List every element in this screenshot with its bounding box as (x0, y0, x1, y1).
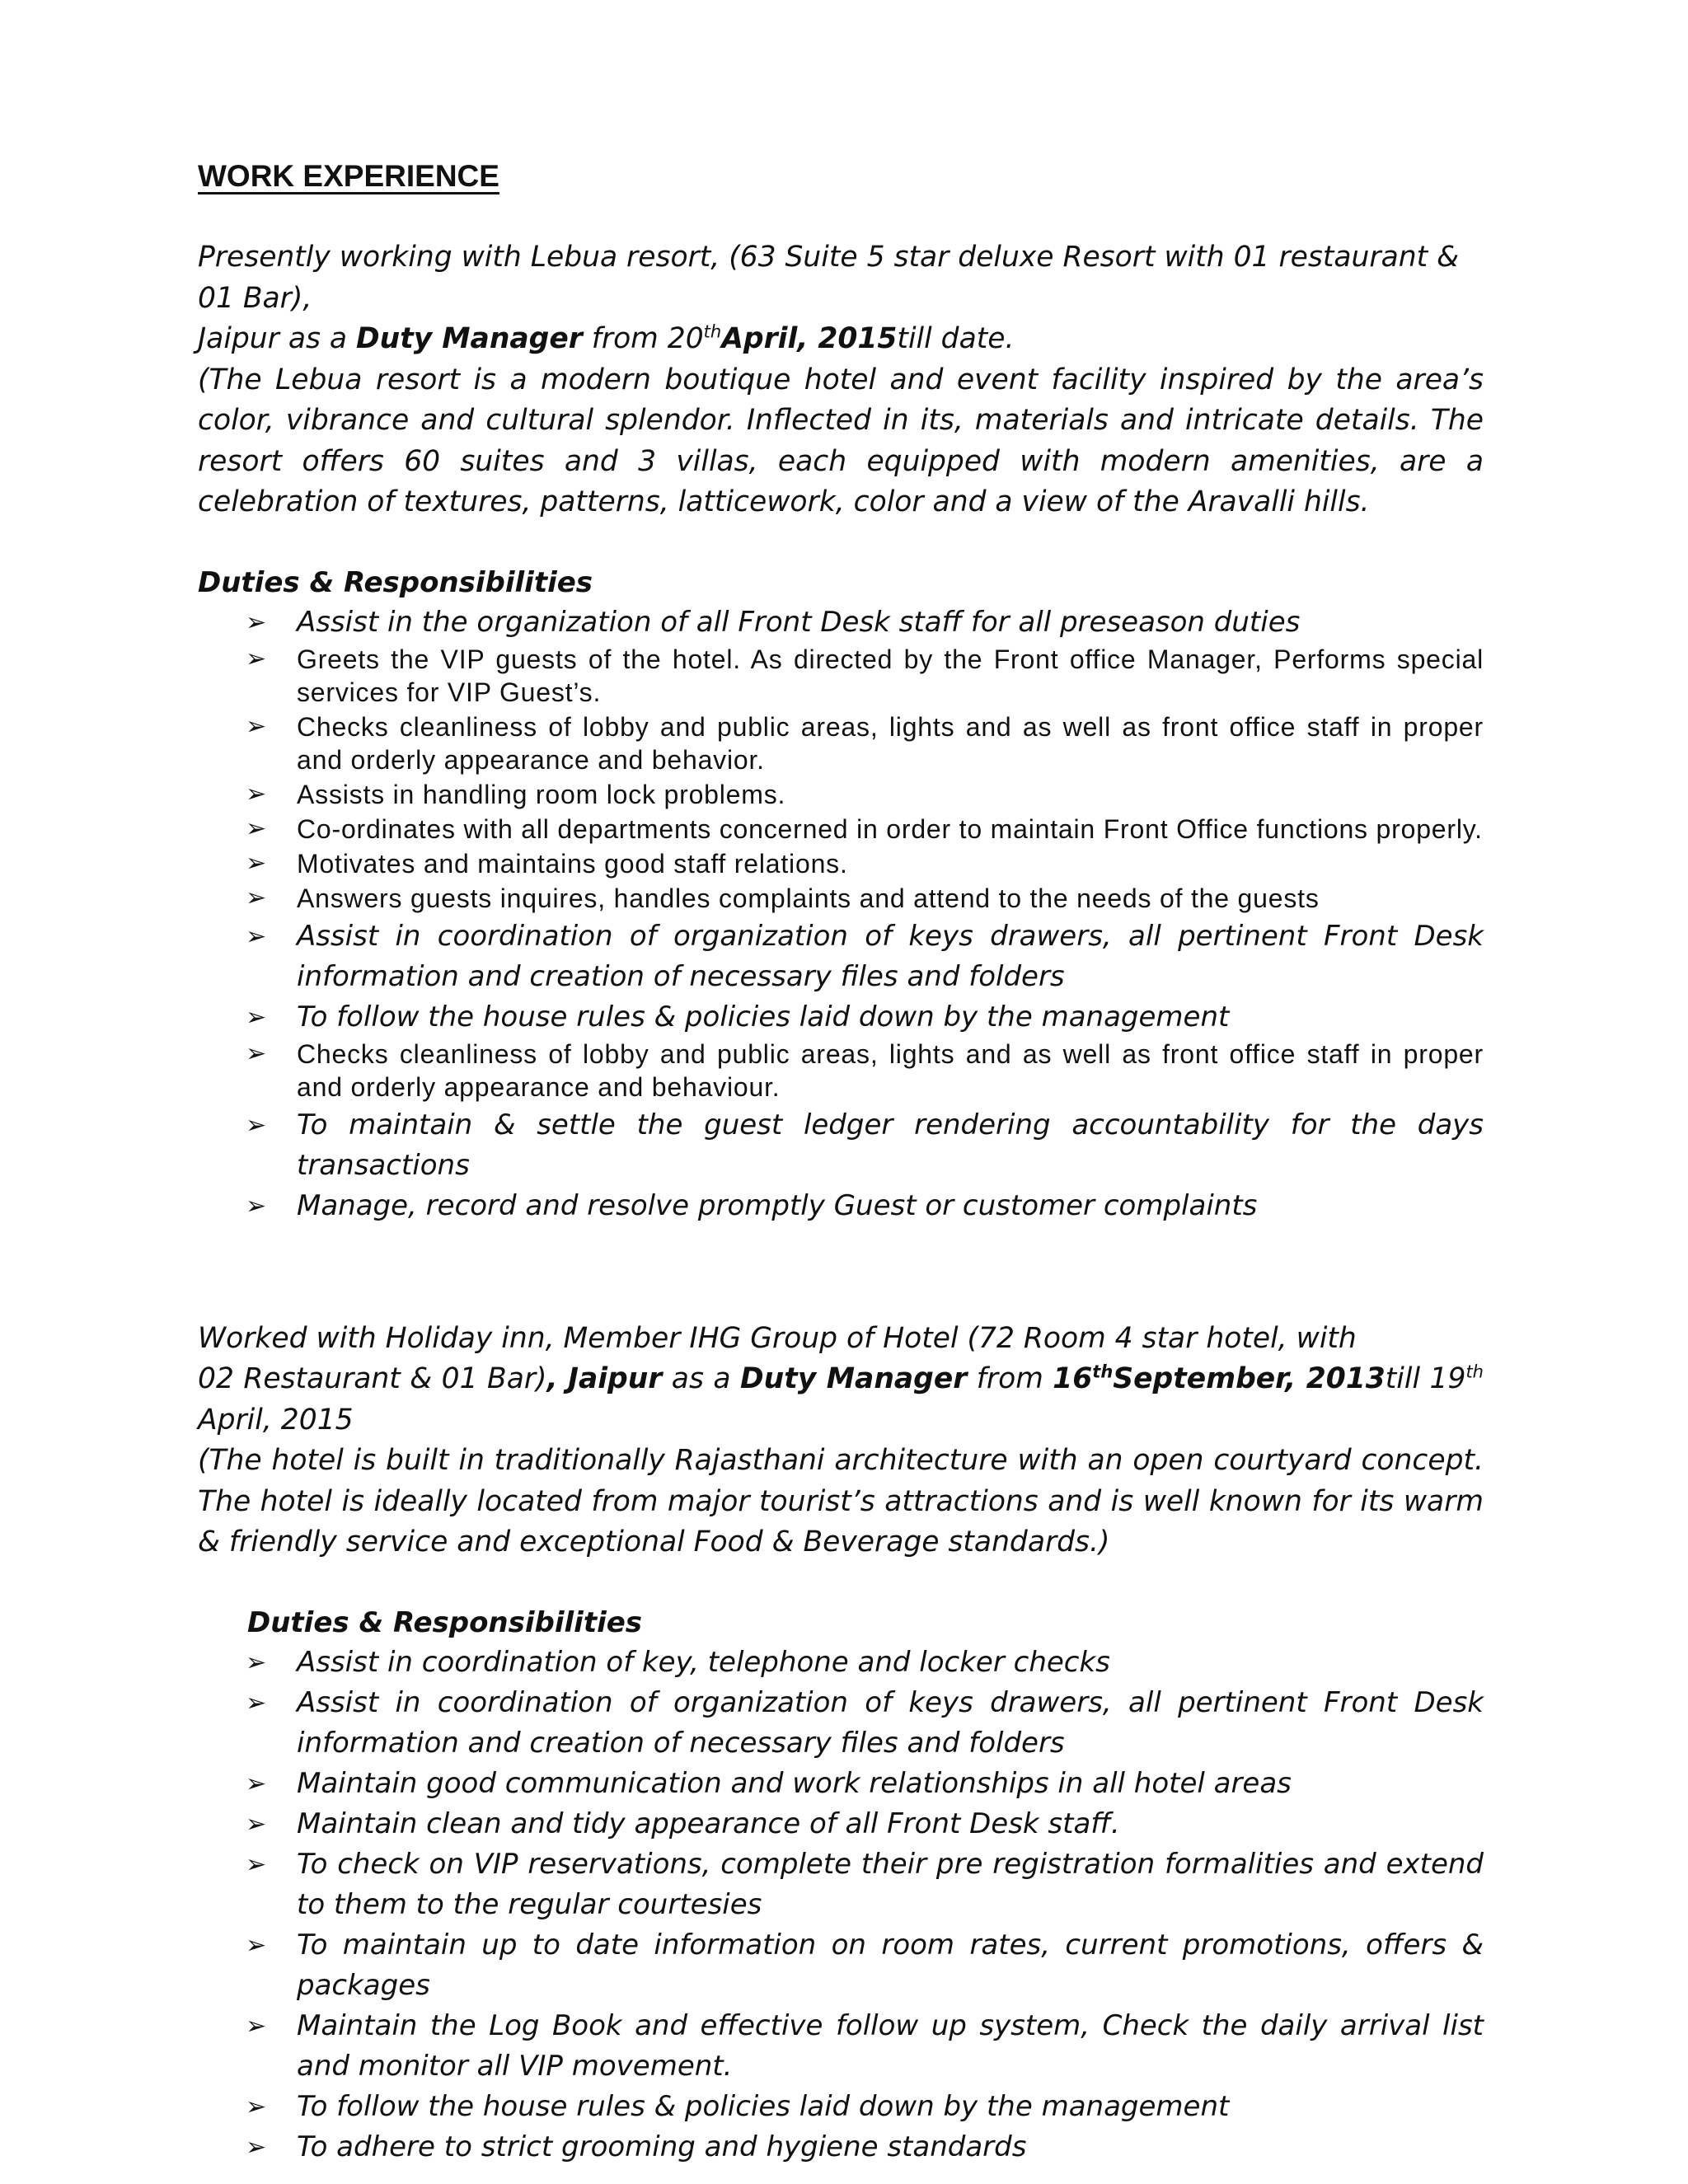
job2-intro-line1: Worked with Holiday inn, Member IHG Group of Hotel (72 Room 4 star hotel, with (198, 1321, 1357, 1355)
arrow-bullet-icon: ➢ (246, 1688, 267, 1718)
duty-text: Co-ordinates with all departments concerned in order to maintain Front Office functions properly. (297, 813, 1483, 844)
duty-text: Maintain good communication and work relationships in all hotel areas (297, 1766, 1292, 1800)
arrow-bullet-icon: ➢ (246, 711, 267, 741)
arrow-bullet-icon: ➢ (246, 2132, 267, 2162)
job1-duties-title: Duties & Responsibilities (198, 565, 593, 599)
job-holiday-inn (198, 1319, 1484, 2168)
arrow-bullet-icon: ➢ (246, 848, 267, 878)
job2-start-day: 16 (1053, 1362, 1093, 1395)
job2-role: Duty Manager (740, 1362, 968, 1395)
duty-text: Answers guests inquires, handles complaints and attend to the needs of the guests (297, 883, 1320, 913)
job1-from: from 20 (582, 322, 704, 355)
job1-duty-item (246, 1105, 1484, 1186)
job2-duty-item (246, 1804, 1484, 1844)
duty-text: Assist in coordination of key, telephone and locker checks (297, 1645, 1110, 1679)
job1-start-date: April, 2015 (721, 322, 898, 355)
duty-text: Assist in the organization of all Front Desk staff for all preseason duties (297, 605, 1301, 639)
arrow-bullet-icon: ➢ (246, 1110, 267, 1140)
job2-duty-item (246, 2087, 1484, 2127)
job2-start-sup: th (1092, 1361, 1114, 1382)
arrow-bullet-icon: ➢ (246, 779, 267, 808)
arrow-bullet-icon: ➢ (246, 1038, 267, 1068)
job1-duty-item (246, 1186, 1484, 1226)
duty-text: Assist in coordination of organization of keys drawers, all pertinent Front Desk information and creation of necessary files and folders (297, 919, 1484, 993)
job1-duty-item (246, 997, 1484, 1038)
job2-duty-item (246, 1844, 1484, 1925)
job1-role: Duty Manager (356, 322, 583, 355)
duty-text: Greets the VIP guests of the hotel. As directed by the Front office Manager, Performs special services for VIP Guest’s. (297, 644, 1484, 707)
arrow-bullet-icon: ➢ (246, 1647, 267, 1677)
arrow-bullet-icon: ➢ (246, 644, 267, 673)
duty-text: Maintain the Log Book and effective follow up system, Check the daily arrival list and monitor all VIP movement. (297, 2008, 1484, 2083)
arrow-bullet-icon: ➢ (246, 1849, 267, 1879)
job2-from: from (967, 1362, 1053, 1395)
duty-text: Assist in coordination of organization of keys drawers, all pertinent Front Desk information and creation of necessary files and folders (297, 1685, 1484, 1760)
job2-description: (The hotel is built in traditionally Rajasthani architecture with an open courtyard concept. The hotel is ideally located from major tourist’s attractions and is well known for its warm & friendly service and exceptional Food & Beverage standards.) (198, 1444, 1484, 1558)
arrow-bullet-icon: ➢ (246, 883, 267, 912)
duty-text: To follow the house rules & policies laid down by the management (297, 1000, 1230, 1033)
job2-as: as a (662, 1362, 741, 1395)
job2-duty-item (246, 1683, 1484, 1764)
duty-text: To follow the house rules & policies laid down by the management (297, 2089, 1230, 2123)
job2-duty-item (246, 1925, 1484, 2006)
job2-intro-prefix: 02 Restaurant & 01 Bar) (198, 1362, 547, 1395)
work-experience-heading: WORK EXPERIENCE (198, 159, 499, 193)
job2-duty-item (246, 2006, 1484, 2087)
job2-duties-list (198, 1643, 1484, 2168)
duty-text: Checks cleanliness of lobby and public areas, lights and as well as front office staff in proper and orderly appearance and behaviour. (297, 1038, 1484, 1102)
job1-duty-item (246, 643, 1484, 709)
job1-intro-prefix: Jaipur as a (198, 322, 357, 355)
duty-text: Assists in handling room lock problems. (297, 779, 786, 809)
job1-date-sup: th (703, 321, 722, 342)
job1-duty-item (246, 882, 1484, 915)
arrow-bullet-icon: ➢ (246, 1930, 267, 1960)
job2-duty-item (246, 1764, 1484, 1804)
arrow-bullet-icon: ➢ (246, 1809, 267, 1839)
arrow-bullet-icon: ➢ (246, 2092, 267, 2121)
arrow-bullet-icon: ➢ (246, 607, 267, 637)
duty-text: To check on VIP reservations, complete their pre registration formalities and extend to them to the regular courtesies (297, 1847, 1484, 1921)
job2-location: , Jaipur (546, 1362, 663, 1395)
job1-duty-item (246, 1038, 1484, 1104)
duty-text: Motivates and maintains good staff relations. (297, 848, 848, 879)
job1-duty-item (246, 813, 1484, 846)
duty-text: Maintain clean and tidy appearance of all Front Desk staff. (297, 1807, 1120, 1840)
job1-intro (198, 237, 1484, 360)
job2-duty-item (246, 2127, 1484, 2168)
arrow-bullet-icon: ➢ (246, 813, 267, 843)
job2-duties-title: Duties & Responsibilities (247, 1605, 643, 1639)
job1-duty-item (246, 916, 1484, 997)
duty-text: To adhere to strict grooming and hygiene standards (297, 2130, 1027, 2163)
job1-till-date: till date. (897, 322, 1015, 355)
job2-start-month: September, 2013 (1113, 1362, 1386, 1395)
job2-duty-item (246, 1643, 1484, 1683)
duty-text: To maintain up to date information on room rates, current promotions, offers & packages (297, 1928, 1484, 2002)
arrow-bullet-icon: ➢ (246, 1002, 267, 1032)
job1-duty-item (246, 778, 1484, 811)
arrow-bullet-icon: ➢ (246, 1191, 267, 1221)
job1-duties-list (198, 602, 1484, 1226)
job2-intro (198, 1319, 1484, 1441)
duty-text: Manage, record and resolve promptly Guest or customer complaints (297, 1188, 1258, 1222)
job2-end-date: April, 2015 (198, 1403, 354, 1436)
duty-text: Checks cleanliness of lobby and public areas, lights and as well as front office staff in proper and orderly appearance and behavior. (297, 711, 1484, 775)
job1-description: (The Lebua resort is a modern boutique hotel and event facility inspired by the area’s color, vibrance and cultural splendor. Inflected in its, materials and intricate details. The resort offers 60 suites and 3 villas, each equipped with modern amenities, are a celebration of textures, patterns, latticework, color and a view of the Aravalli hills. (198, 363, 1484, 518)
job2-till: till 19 (1385, 1362, 1466, 1395)
job1-intro-line1: Presently working with Lebua resort, (63 Suite 5 star deluxe Resort with 01 restaurant & 01 Bar), (198, 241, 1459, 315)
job2-end-sup: th (1465, 1361, 1484, 1382)
job1-duty-item (246, 602, 1484, 643)
resume-page (198, 157, 1484, 2168)
arrow-bullet-icon: ➢ (246, 2011, 267, 2041)
arrow-bullet-icon: ➢ (246, 921, 267, 951)
duty-text: To maintain & settle the guest ledger rendering accountability for the days transactions (297, 1108, 1484, 1182)
arrow-bullet-icon: ➢ (246, 1769, 267, 1798)
job-lebua (198, 237, 1484, 1226)
job1-duty-item (246, 847, 1484, 880)
job1-duty-item (246, 710, 1484, 776)
